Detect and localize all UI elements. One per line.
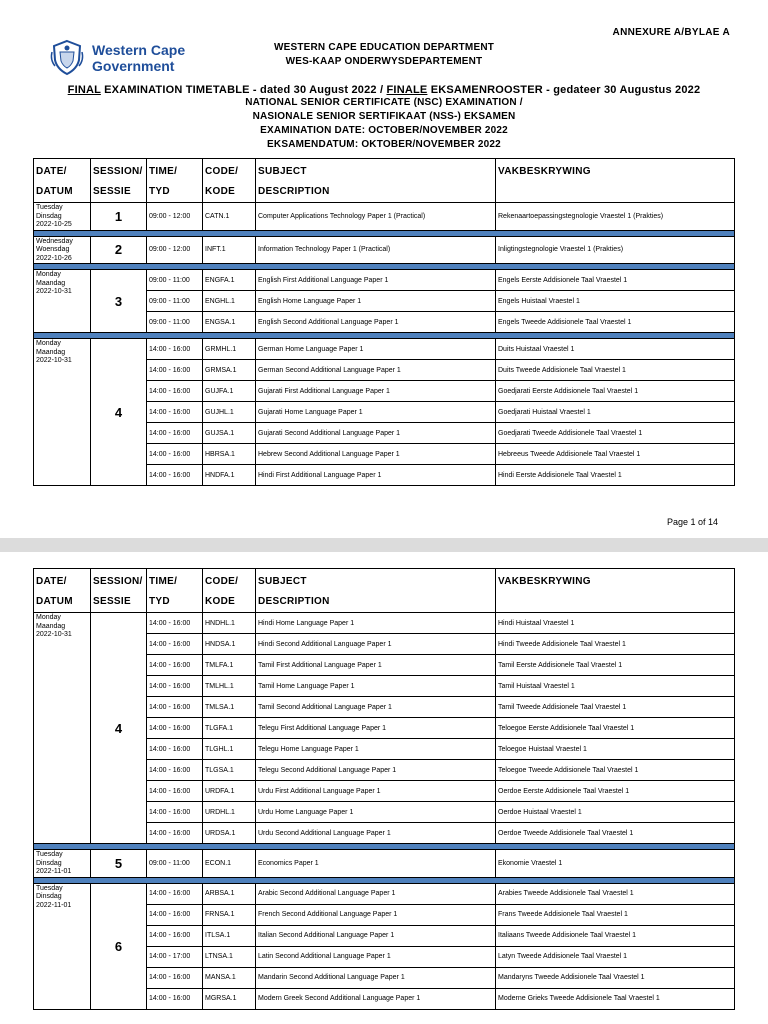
- vakbeskrywing-cell: Hindi Eerste Addisionele Taal Vraestel 1: [496, 465, 735, 486]
- date-cell: [34, 203, 91, 231]
- time-cell: 14:00 - 16:00: [147, 883, 203, 904]
- title-part2: EKSAMENROOSTER - gedateer 30 Augustus 2022: [427, 84, 701, 96]
- time-cell: 14:00 - 16:00: [147, 988, 203, 1009]
- time-cell: 14:00 - 16:00: [147, 697, 203, 718]
- date-cell: [34, 613, 91, 844]
- vakbeskrywing-cell: Arabies Tweede Addisionele Taal Vraestel 1: [496, 883, 735, 904]
- document-page-2: [0, 552, 768, 1024]
- col-time: TIME/ TYD: [147, 569, 203, 613]
- table-row: [34, 236, 735, 264]
- subject-cell: Italian Second Additional Language Paper 1: [256, 925, 496, 946]
- vakbeskrywing-cell: Hindi Huistaal Vraestel 1: [496, 613, 735, 634]
- date-cell: [34, 339, 91, 486]
- code-cell: ENGFA.1: [203, 270, 256, 291]
- logo-text-line2: Government: [92, 58, 175, 74]
- time-cell: 14:00 - 16:00: [147, 802, 203, 823]
- subject-cell: Urdu Second Additional Language Paper 1: [256, 823, 496, 844]
- vakbeskrywing-cell: Italiaans Tweede Addisionele Taal Vraestel 1: [496, 925, 735, 946]
- title-part1: EXAMINATION TIMETABLE - dated 30 August 2022 /: [100, 84, 387, 96]
- time-cell: 14:00 - 17:00: [147, 946, 203, 967]
- code-cell: ENGSA.1: [203, 312, 256, 333]
- session-number: 6: [91, 883, 147, 1009]
- dag-name: Maandag: [36, 622, 66, 630]
- subject-cell: Information Technology Paper 1 (Practical): [256, 236, 496, 264]
- subject-cell: Arabic Second Additional Language Paper 1: [256, 883, 496, 904]
- subject-cell: English Second Additional Language Paper 1: [256, 312, 496, 333]
- code-cell: URDSA.1: [203, 823, 256, 844]
- vakbeskrywing-cell: Teloegoe Huistaal Vraestel 1: [496, 739, 735, 760]
- table-row: [34, 339, 735, 360]
- exam-date-en: EXAMINATION DATE: OCTOBER/NOVEMBER 2022: [260, 125, 508, 136]
- timetable-table-page1: [33, 158, 735, 486]
- subject-cell: Tamil Home Language Paper 1: [256, 676, 496, 697]
- code-cell: LTNSA.1: [203, 946, 256, 967]
- code-cell: TMLFA.1: [203, 655, 256, 676]
- exam-date: 2022-10-31: [36, 288, 72, 295]
- session-number: 1: [91, 203, 147, 231]
- vakbeskrywing-cell: Engels Tweede Addisionele Taal Vraestel 1: [496, 312, 735, 333]
- logo-text-line1: Western Cape: [92, 42, 186, 58]
- subject-cell: Gujarati First Additional Language Paper 1: [256, 381, 496, 402]
- vakbeskrywing-cell: Duits Tweede Addisionele Taal Vraestel 1: [496, 360, 735, 381]
- code-cell: HBRSA.1: [203, 444, 256, 465]
- subject-cell: Telegu First Additional Language Paper 1: [256, 718, 496, 739]
- session-number: 4: [91, 613, 147, 844]
- session-number: 5: [91, 850, 147, 878]
- date-cell: [34, 236, 91, 264]
- dag-name: Maandag: [36, 279, 66, 287]
- time-cell: 14:00 - 16:00: [147, 781, 203, 802]
- code-cell: HNDSA.1: [203, 634, 256, 655]
- time-cell: 14:00 - 16:00: [147, 402, 203, 423]
- subject-cell: Mandarin Second Additional Language Paper 1: [256, 967, 496, 988]
- code-cell: ENGHL.1: [203, 291, 256, 312]
- time-cell: 14:00 - 16:00: [147, 760, 203, 781]
- vakbeskrywing-cell: Oerdoe Huistaal Vraestel 1: [496, 802, 735, 823]
- time-cell: 14:00 - 16:00: [147, 655, 203, 676]
- time-cell: 14:00 - 16:00: [147, 967, 203, 988]
- code-cell: ARBSA.1: [203, 883, 256, 904]
- dag-name: Dinsdag: [36, 859, 62, 867]
- time-cell: 09:00 - 12:00: [147, 236, 203, 264]
- day-name: Tuesday: [36, 204, 63, 211]
- vakbeskrywing-cell: Goedjarati Eerste Addisionele Taal Vraestel 1: [496, 381, 735, 402]
- col-vakbeskrywing: VAKBESKRYWING: [496, 569, 735, 613]
- subject-cell: Hindi First Additional Language Paper 1: [256, 465, 496, 486]
- vakbeskrywing-cell: Teloegoe Tweede Addisionele Taal Vraestel 1: [496, 760, 735, 781]
- day-name: Tuesday: [36, 884, 63, 892]
- day-name: Monday: [36, 340, 61, 347]
- col-code: CODE/ KODE: [203, 159, 256, 203]
- dag-name: Maandag: [36, 348, 66, 356]
- exam-date: 2022-11-01: [36, 868, 72, 875]
- day-name: Monday: [36, 614, 61, 621]
- vakbeskrywing-cell: Teloegoe Eerste Addisionele Taal Vraestel 1: [496, 718, 735, 739]
- time-cell: 09:00 - 11:00: [147, 291, 203, 312]
- timetable-title: [0, 84, 768, 96]
- subject-cell: Hindi Home Language Paper 1: [256, 613, 496, 634]
- date-cell: [34, 850, 91, 878]
- subject-cell: Hindi Second Additional Language Paper 1: [256, 634, 496, 655]
- col-subject: SUBJECT DESCRIPTION: [256, 159, 496, 203]
- subject-cell: Urdu Home Language Paper 1: [256, 802, 496, 823]
- code-cell: HNDFA.1: [203, 465, 256, 486]
- time-cell: 09:00 - 11:00: [147, 850, 203, 878]
- subject-cell: Tamil First Additional Language Paper 1: [256, 655, 496, 676]
- day-name: Monday: [36, 271, 61, 278]
- vakbeskrywing-cell: Latyn Tweede Addisionele Taal Vraestel 1: [496, 946, 735, 967]
- table-row: [34, 203, 735, 231]
- dag-name: Woensdag: [36, 246, 70, 253]
- title-final: FINAL: [67, 84, 101, 96]
- subject-cell: Telegu Home Language Paper 1: [256, 739, 496, 760]
- vakbeskrywing-cell: Moderne Grieks Tweede Addisionele Taal Vraestel 1: [496, 988, 735, 1009]
- subject-cell: Latin Second Additional Language Paper 1: [256, 946, 496, 967]
- time-cell: 14:00 - 16:00: [147, 925, 203, 946]
- col-subject: SUBJECT DESCRIPTION: [256, 569, 496, 613]
- nsc-title-af: NASIONALE SENIOR SERTIFIKAAT (NSS-) EKSAMEN: [252, 111, 516, 122]
- exam-date: 2022-10-31: [36, 357, 72, 364]
- col-code: CODE/ KODE: [203, 569, 256, 613]
- vakbeskrywing-cell: Ekonomie Vraestel 1: [496, 850, 735, 878]
- time-cell: 14:00 - 16:00: [147, 360, 203, 381]
- code-cell: URDHL.1: [203, 802, 256, 823]
- code-cell: TLGSA.1: [203, 760, 256, 781]
- col-session: SESSION/ SESSIE: [91, 159, 147, 203]
- title-finale: FINALE: [386, 84, 428, 96]
- vakbeskrywing-cell: Tamil Huistaal Vraestel 1: [496, 676, 735, 697]
- exam-date: 2022-10-26: [36, 254, 72, 262]
- time-cell: 14:00 - 16:00: [147, 823, 203, 844]
- subject-cell: English Home Language Paper 1: [256, 291, 496, 312]
- code-cell: TMLSA.1: [203, 697, 256, 718]
- col-session: SESSION/ SESSIE: [91, 569, 147, 613]
- time-cell: 14:00 - 16:00: [147, 423, 203, 444]
- subject-cell: German Home Language Paper 1: [256, 339, 496, 360]
- code-cell: TLGFA.1: [203, 718, 256, 739]
- code-cell: TLGHL.1: [203, 739, 256, 760]
- table-row: [34, 850, 735, 878]
- table-row: [34, 613, 735, 634]
- session-number: 3: [91, 270, 147, 333]
- code-cell: GRMSA.1: [203, 360, 256, 381]
- subject-cell: German Second Additional Language Paper 1: [256, 360, 496, 381]
- exam-date-af: EKSAMENDATUM: OKTOBER/NOVEMBER 2022: [267, 139, 501, 150]
- col-date: DATE/ DATUM: [34, 569, 91, 613]
- exam-date: 2022-11-01: [36, 901, 72, 909]
- vakbeskrywing-cell: Mandaryns Tweede Addisionele Taal Vraestel 1: [496, 967, 735, 988]
- time-cell: 14:00 - 16:00: [147, 904, 203, 925]
- subject-cell: Gujarati Second Additional Language Paper 1: [256, 423, 496, 444]
- exam-date: 2022-10-31: [36, 631, 72, 638]
- col-date: DATE/ DATUM: [34, 159, 91, 203]
- code-cell: INFT.1: [203, 236, 256, 264]
- code-cell: GUJFA.1: [203, 381, 256, 402]
- time-cell: 14:00 - 16:00: [147, 444, 203, 465]
- session-number: 2: [91, 236, 147, 264]
- table-row: [34, 883, 735, 904]
- dag-name: Dinsdag: [36, 893, 62, 900]
- vakbeskrywing-cell: Duits Huistaal Vraestel 1: [496, 339, 735, 360]
- vakbeskrywing-cell: Frans Tweede Addisionele Taal Vraestel 1: [496, 904, 735, 925]
- time-cell: 14:00 - 16:00: [147, 381, 203, 402]
- code-cell: GRMHL.1: [203, 339, 256, 360]
- table-row: [34, 270, 735, 291]
- time-cell: 14:00 - 16:00: [147, 339, 203, 360]
- code-cell: FRNSA.1: [203, 904, 256, 925]
- vakbeskrywing-cell: Hindi Tweede Addisionele Taal Vraestel 1: [496, 634, 735, 655]
- time-cell: 14:00 - 16:00: [147, 465, 203, 486]
- code-cell: URDFA.1: [203, 781, 256, 802]
- time-cell: 14:00 - 16:00: [147, 613, 203, 634]
- subject-cell: French Second Additional Language Paper 1: [256, 904, 496, 925]
- table-header-row: [34, 569, 735, 613]
- vakbeskrywing-cell: Engels Huistaal Vraestel 1: [496, 291, 735, 312]
- vakbeskrywing-cell: Tamil Eerste Addisionele Taal Vraestel 1: [496, 655, 735, 676]
- vakbeskrywing-cell: Oerdoe Eerste Addisionele Taal Vraestel 1: [496, 781, 735, 802]
- time-cell: 09:00 - 11:00: [147, 270, 203, 291]
- department-name-en: WESTERN CAPE EDUCATION DEPARTMENT: [273, 42, 495, 53]
- vakbeskrywing-cell: Oerdoe Tweede Addisionele Taal Vraestel 1: [496, 823, 735, 844]
- department-name-af: WES-KAAP ONDERWYSDEPARTEMENT: [285, 56, 483, 67]
- vakbeskrywing-cell: Goedjarati Huistaal Vraestel 1: [496, 402, 735, 423]
- page-number: Page 1 of 14: [666, 517, 718, 527]
- subject-cell: English First Additional Language Paper 1: [256, 270, 496, 291]
- code-cell: MANSA.1: [203, 967, 256, 988]
- subject-cell: Economics Paper 1: [256, 850, 496, 878]
- dag-name: Dinsdag: [36, 212, 62, 220]
- code-cell: ITLSA.1: [203, 925, 256, 946]
- subject-cell: Computer Applications Technology Paper 1 (Practical): [256, 203, 496, 231]
- code-cell: GUJHL.1: [203, 402, 256, 423]
- table-header-row: [34, 159, 735, 203]
- vakbeskrywing-cell: Hebreeus Tweede Addisionele Taal Vraestel 1: [496, 444, 735, 465]
- time-cell: 14:00 - 16:00: [147, 676, 203, 697]
- vakbeskrywing-cell: Rekenaartoepassingstegnologie Vraestel 1 (Prakties): [496, 203, 735, 231]
- subject-cell: Tamil Second Additional Language Paper 1: [256, 697, 496, 718]
- annexure-label: ANNEXURE A/BYLAE A: [612, 27, 730, 38]
- subject-cell: Telegu Second Additional Language Paper 1: [256, 760, 496, 781]
- vakbeskrywing-cell: Engels Eerste Addisionele Taal Vraestel 1: [496, 270, 735, 291]
- code-cell: TMLHL.1: [203, 676, 256, 697]
- col-time: TIME/ TYD: [147, 159, 203, 203]
- vakbeskrywing-cell: Tamil Tweede Addisionele Taal Vraestel 1: [496, 697, 735, 718]
- time-cell: 14:00 - 16:00: [147, 739, 203, 760]
- col-vakbeskrywing: VAKBESKRYWING: [496, 159, 735, 203]
- date-cell: [34, 270, 91, 333]
- timetable-table-page2: [33, 568, 735, 1010]
- vakbeskrywing-cell: Goedjarati Tweede Addisionele Taal Vraestel 1: [496, 423, 735, 444]
- code-cell: GUJSA.1: [203, 423, 256, 444]
- code-cell: MGRSA.1: [203, 988, 256, 1009]
- time-cell: 09:00 - 12:00: [147, 203, 203, 231]
- time-cell: 14:00 - 16:00: [147, 718, 203, 739]
- day-name: Tuesday: [36, 851, 63, 858]
- nsc-title-en: NATIONAL SENIOR CERTIFICATE (NSC) EXAMINATION /: [245, 97, 523, 108]
- exam-date: 2022-10-25: [36, 221, 72, 228]
- code-cell: ECON.1: [203, 850, 256, 878]
- vakbeskrywing-cell: Inligtingstegnologie Vraestel 1 (Prakties): [496, 236, 735, 264]
- subject-cell: Modern Greek Second Additional Language Paper 1: [256, 988, 496, 1009]
- subject-cell: Hebrew Second Additional Language Paper 1: [256, 444, 496, 465]
- time-cell: 09:00 - 11:00: [147, 312, 203, 333]
- code-cell: HNDHL.1: [203, 613, 256, 634]
- subject-cell: Urdu First Additional Language Paper 1: [256, 781, 496, 802]
- day-name: Wednesday: [36, 237, 73, 245]
- date-cell: [34, 883, 91, 1009]
- session-number: 4: [91, 339, 147, 486]
- code-cell: CATN.1: [203, 203, 256, 231]
- time-cell: 14:00 - 16:00: [147, 634, 203, 655]
- subject-cell: Gujarati Home Language Paper 1: [256, 402, 496, 423]
